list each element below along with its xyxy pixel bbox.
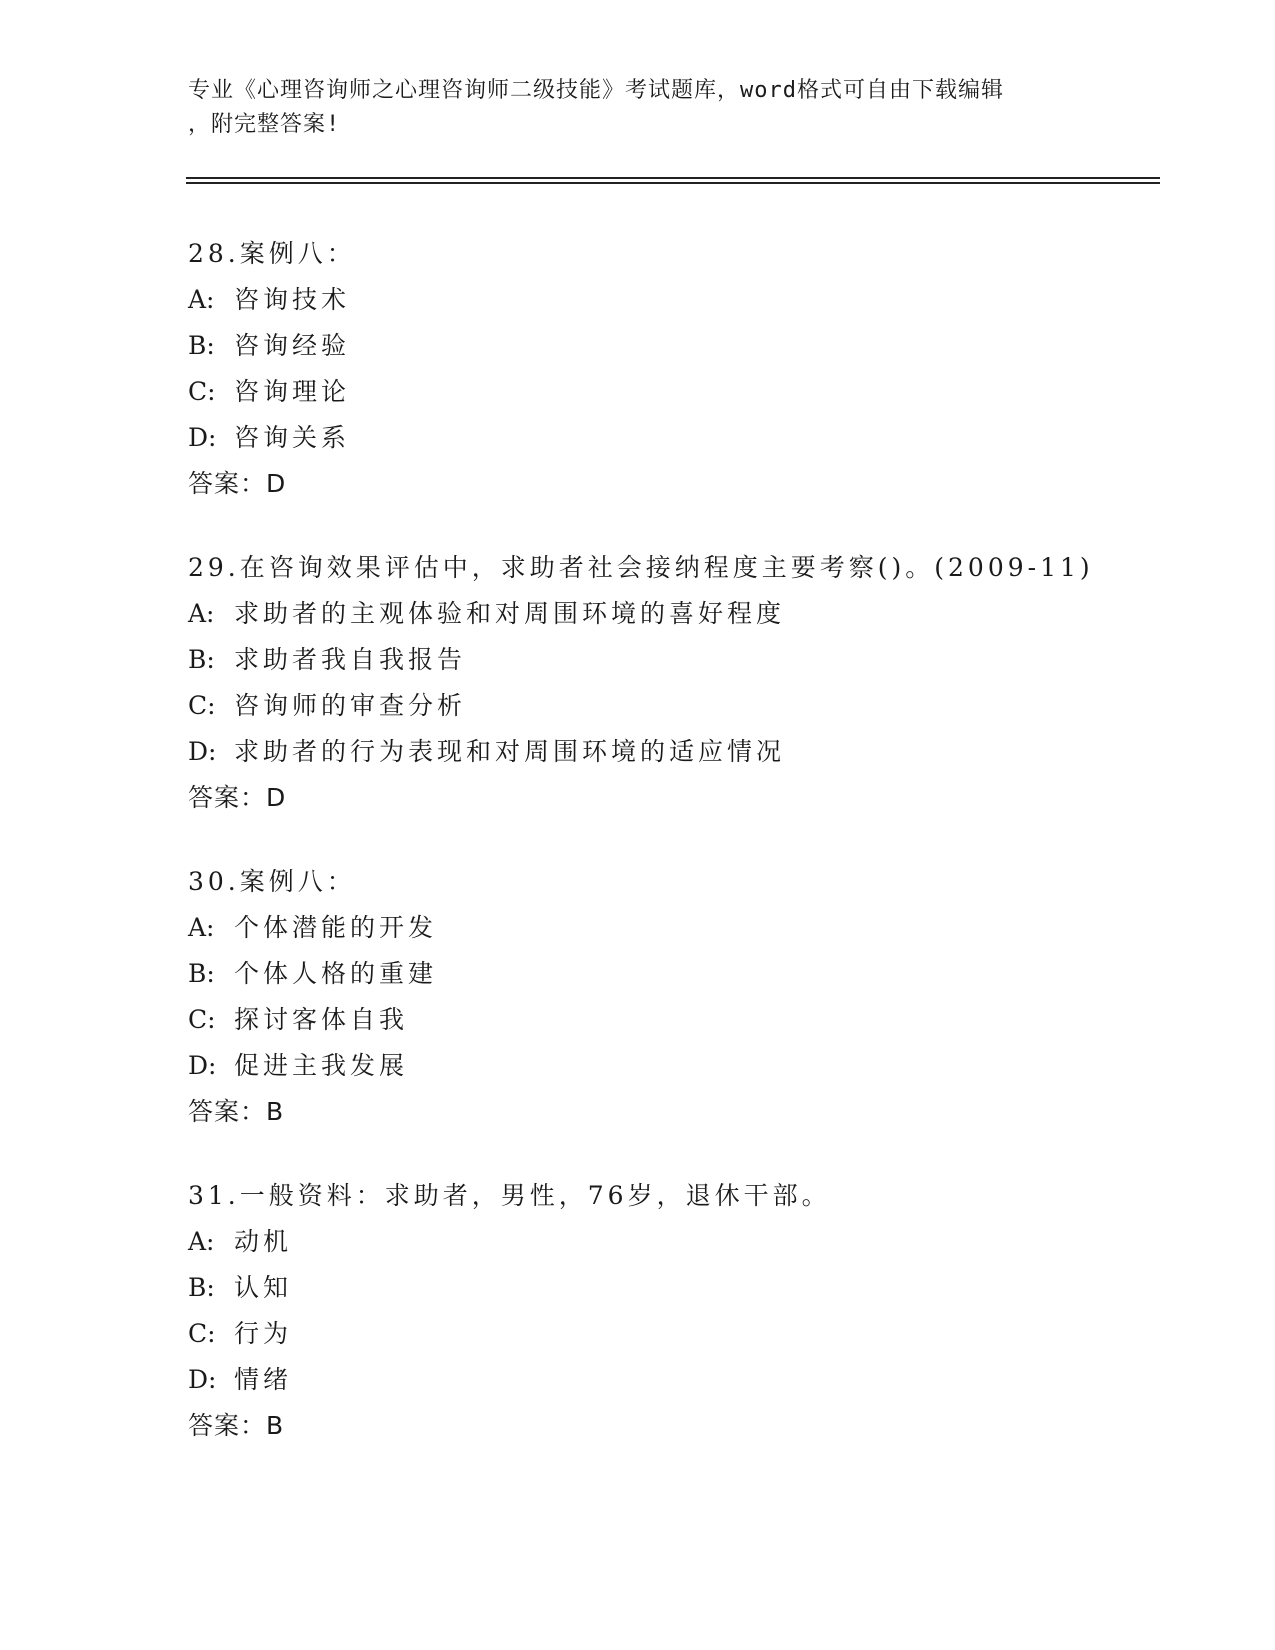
header-line-2: ，附完整答案! — [188, 112, 341, 137]
option-b — [188, 951, 1188, 997]
option-text: 咨询理论 — [234, 377, 351, 406]
option-letter: D: — [188, 1051, 217, 1080]
option-text: 求助者的行为表现和对周围环境的适应情况 — [234, 737, 786, 766]
question-30 — [188, 859, 1188, 1135]
option-letter: B: — [188, 331, 215, 360]
option-letter: B: — [188, 1273, 215, 1302]
option-letter: C: — [188, 1005, 216, 1034]
question-stem: 29.在咨询效果评估中，求助者社会接纳程度主要考察()。(2009-11) — [188, 553, 1094, 582]
header-line-1: 专业《心理咨询师之心理咨询师二级技能》考试题库，word格式可自由下载编辑 — [188, 78, 1004, 103]
question-stem: 28.案例八： — [188, 239, 356, 268]
answer: 答案：D — [188, 783, 287, 812]
option-c — [188, 1311, 1188, 1357]
option-b — [188, 323, 1188, 369]
option-letter: D: — [188, 1365, 217, 1394]
option-letter: A: — [188, 285, 215, 314]
option-d — [188, 415, 1188, 461]
option-text: 认知 — [234, 1273, 293, 1302]
option-letter: C: — [188, 1319, 216, 1348]
option-text: 咨询师的审查分析 — [234, 691, 467, 720]
option-text: 咨询关系 — [234, 423, 351, 452]
answer: 答案：B — [188, 1411, 285, 1440]
option-a — [188, 277, 1188, 323]
option-text: 咨询技术 — [234, 285, 351, 314]
option-letter: A: — [188, 599, 215, 628]
question-stem: 31.一般资料：求助者，男性，76岁，退休干部。 — [188, 1181, 831, 1210]
option-c — [188, 369, 1188, 415]
option-letter: B: — [188, 645, 215, 674]
question-29 — [188, 545, 1188, 821]
option-d — [188, 1357, 1188, 1403]
option-text: 情绪 — [234, 1365, 293, 1394]
option-letter: C: — [188, 377, 216, 406]
option-letter: A: — [188, 1227, 215, 1256]
option-d — [188, 729, 1188, 775]
option-d — [188, 1043, 1188, 1089]
option-letter: C: — [188, 691, 216, 720]
option-a — [188, 1219, 1188, 1265]
option-text: 行为 — [234, 1319, 293, 1348]
option-letter: D: — [188, 737, 217, 766]
option-text: 促进主我发展 — [234, 1051, 409, 1080]
option-a — [188, 905, 1188, 951]
option-text: 个体人格的重建 — [234, 959, 438, 988]
option-text: 咨询经验 — [234, 331, 351, 360]
header-rule-top — [186, 177, 1160, 179]
option-letter: A: — [188, 913, 215, 942]
option-c — [188, 997, 1188, 1043]
option-text: 个体潜能的开发 — [234, 913, 438, 942]
answer: 答案：D — [188, 469, 287, 498]
question-stem: 30.案例八： — [188, 867, 356, 896]
question-31 — [188, 1173, 1188, 1449]
option-a — [188, 591, 1188, 637]
document-header — [188, 74, 1088, 142]
option-letter: B: — [188, 959, 215, 988]
option-text: 探讨客体自我 — [234, 1005, 409, 1034]
option-letter: D: — [188, 423, 217, 452]
header-rule-bottom — [186, 182, 1160, 184]
option-text: 求助者的主观体验和对周围环境的喜好程度 — [234, 599, 786, 628]
answer: 答案：B — [188, 1097, 285, 1126]
question-28 — [188, 231, 1188, 507]
option-b — [188, 637, 1188, 683]
option-text: 求助者我自我报告 — [234, 645, 467, 674]
option-text: 动机 — [234, 1227, 293, 1256]
option-b — [188, 1265, 1188, 1311]
option-c — [188, 683, 1188, 729]
